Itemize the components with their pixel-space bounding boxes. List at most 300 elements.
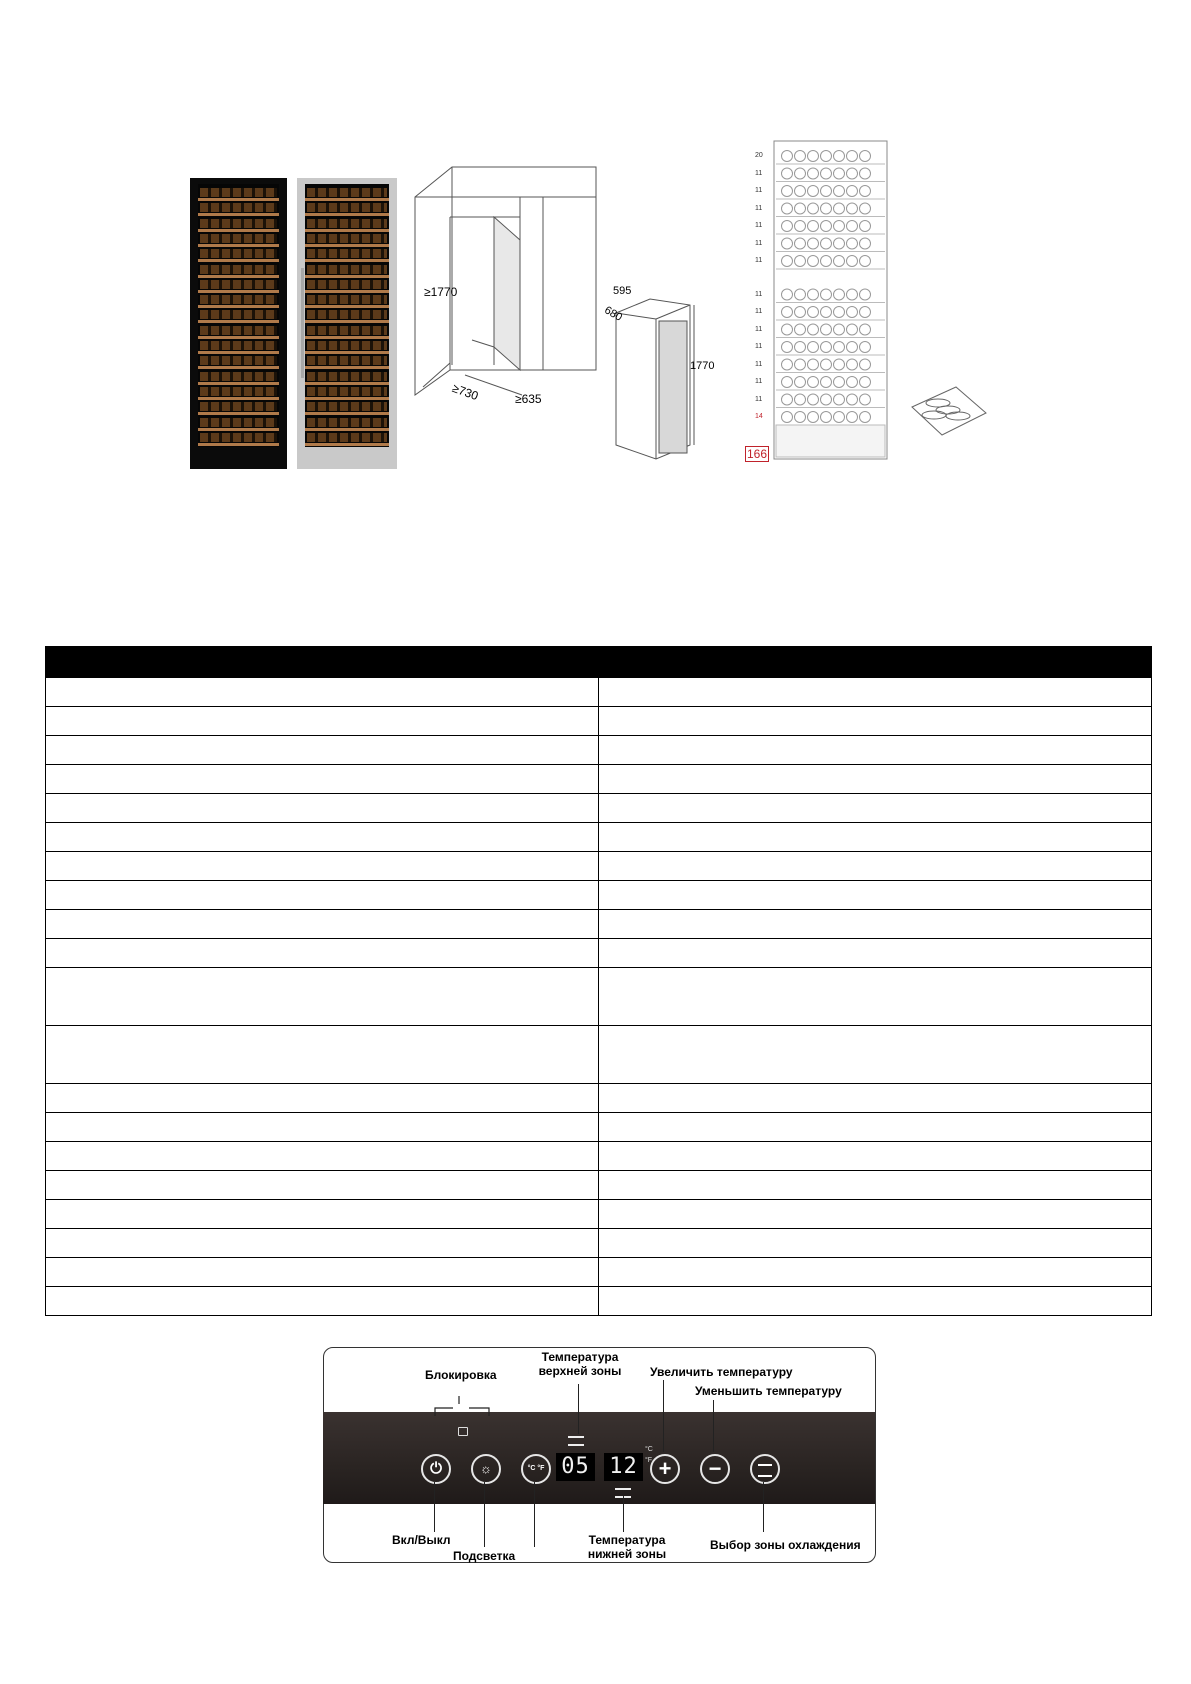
table-row bbox=[46, 1200, 1152, 1229]
bottle-slot bbox=[808, 221, 819, 232]
bottle-slot bbox=[782, 342, 793, 353]
spec-value-cell bbox=[599, 852, 1152, 881]
bottle-row bbox=[200, 295, 277, 304]
wooden-shelf bbox=[305, 229, 389, 232]
shelf-capacity-label: 11 bbox=[755, 378, 763, 385]
upper-zone-icon bbox=[568, 1436, 584, 1446]
table-row bbox=[46, 823, 1152, 852]
shelf-capacity-label: 14 bbox=[755, 413, 763, 420]
bottle-slot bbox=[821, 151, 832, 162]
leader-upper-zone bbox=[578, 1384, 579, 1434]
wooden-shelf bbox=[305, 213, 389, 216]
bottle-row bbox=[307, 310, 387, 319]
shelf-capacity-label: 11 bbox=[755, 343, 763, 350]
fahrenheit-indicator: °F bbox=[645, 1457, 653, 1464]
table-row bbox=[46, 678, 1152, 707]
upper-zone-display: 05 bbox=[556, 1453, 595, 1481]
wooden-shelf bbox=[305, 259, 389, 262]
table-row bbox=[46, 881, 1152, 910]
bottle-row bbox=[307, 402, 387, 411]
wooden-shelf bbox=[305, 336, 389, 339]
table-row bbox=[46, 939, 1152, 968]
zone-select-label: Выбор зоны охлаждения bbox=[710, 1538, 861, 1552]
bottle-slot bbox=[847, 186, 858, 197]
spec-value-cell bbox=[599, 968, 1152, 1026]
bottle-slot bbox=[847, 412, 858, 423]
bottle-slot bbox=[860, 168, 871, 179]
table-row bbox=[46, 1142, 1152, 1171]
bottle-slot bbox=[834, 256, 845, 267]
spec-param-cell bbox=[46, 881, 599, 910]
lock-label: Блокировка bbox=[425, 1368, 497, 1382]
leader-power bbox=[434, 1482, 435, 1532]
wooden-shelf bbox=[198, 305, 279, 308]
spec-param-cell bbox=[46, 910, 599, 939]
bottle-slot bbox=[834, 412, 845, 423]
bottle-slot bbox=[795, 324, 806, 335]
bottle-slot bbox=[782, 186, 793, 197]
wooden-shelf bbox=[305, 275, 389, 278]
bottle-slot bbox=[821, 238, 832, 249]
table-row bbox=[46, 968, 1152, 1026]
table-row bbox=[46, 1171, 1152, 1200]
bottle-slot bbox=[860, 342, 871, 353]
spec-value-cell bbox=[599, 939, 1152, 968]
spec-value-cell bbox=[599, 1142, 1152, 1171]
bottle-slot bbox=[860, 238, 871, 249]
wooden-shelf bbox=[198, 244, 279, 247]
bottle-slot bbox=[795, 168, 806, 179]
bottle-row bbox=[200, 356, 277, 365]
wooden-shelf bbox=[305, 351, 389, 354]
wooden-shelf bbox=[305, 244, 389, 247]
bottle-slot bbox=[860, 307, 871, 318]
light-bulb-icon: ☼ bbox=[480, 1461, 492, 1476]
table-header bbox=[46, 647, 1152, 678]
bottle-row bbox=[307, 219, 387, 228]
power-button[interactable]: ⏻ bbox=[421, 1454, 451, 1484]
lower-zone-temp-label bbox=[577, 1533, 677, 1561]
table-row bbox=[46, 1113, 1152, 1142]
bottle-slot bbox=[795, 394, 806, 405]
bottle-slot bbox=[834, 168, 845, 179]
wooden-shelf bbox=[305, 412, 389, 415]
bottle-slot bbox=[847, 203, 858, 214]
shelf-capacity-labels bbox=[755, 148, 773, 458]
bottle-slot bbox=[860, 186, 871, 197]
table-row bbox=[46, 736, 1152, 765]
niche-width-label: ≥635 bbox=[515, 392, 542, 406]
wooden-shelf bbox=[198, 443, 279, 446]
bottle-slot bbox=[808, 377, 819, 388]
bottle-slot bbox=[808, 324, 819, 335]
bottle-row bbox=[307, 295, 387, 304]
bottle-slot bbox=[860, 377, 871, 388]
wooden-shelf bbox=[305, 397, 389, 400]
spec-param-cell bbox=[46, 1258, 599, 1287]
bottle-slot bbox=[860, 394, 871, 405]
spec-param-cell bbox=[46, 1171, 599, 1200]
wooden-shelf bbox=[305, 290, 389, 293]
wooden-shelf bbox=[198, 412, 279, 415]
bottle-slot bbox=[821, 342, 832, 353]
spec-value-cell bbox=[599, 1200, 1152, 1229]
bottle-slot bbox=[808, 186, 819, 197]
bottle-row bbox=[307, 203, 387, 212]
leader-decrease bbox=[713, 1400, 714, 1452]
wooden-shelf bbox=[198, 397, 279, 400]
bottle-row bbox=[307, 249, 387, 258]
unit-width-label: 595 bbox=[613, 285, 632, 297]
bottle-row bbox=[307, 372, 387, 381]
spec-value-cell bbox=[599, 707, 1152, 736]
spec-param-cell bbox=[46, 678, 599, 707]
spec-value-cell bbox=[599, 1258, 1152, 1287]
bottle-row bbox=[307, 234, 387, 243]
spec-param-cell bbox=[46, 736, 599, 765]
bottle-slot bbox=[795, 186, 806, 197]
bottle-row bbox=[307, 326, 387, 335]
bottle-row bbox=[200, 203, 277, 212]
shelf-capacity-label: 11 bbox=[755, 222, 763, 229]
table-row bbox=[46, 1229, 1152, 1258]
bottle-slot bbox=[834, 342, 845, 353]
total-capacity-label: 166 bbox=[747, 447, 768, 461]
bottle-slot bbox=[821, 412, 832, 423]
shelf-capacity-label: 11 bbox=[755, 187, 763, 194]
specification-table bbox=[45, 646, 1152, 1316]
bottle-slot bbox=[847, 289, 858, 300]
bottle-slot bbox=[847, 359, 858, 370]
bottle-slot bbox=[860, 324, 871, 335]
bottle-row bbox=[200, 234, 277, 243]
table-row bbox=[46, 1084, 1152, 1113]
bottle-slot bbox=[795, 221, 806, 232]
bottle-slot bbox=[847, 221, 858, 232]
leader-increase bbox=[663, 1380, 664, 1452]
celsius-indicator: °C bbox=[645, 1446, 653, 1453]
lower-zone-temp-label-line1: Температура bbox=[588, 1533, 666, 1547]
bottle-slot bbox=[795, 238, 806, 249]
shelf-capacity-label: 11 bbox=[755, 257, 763, 264]
bottle-row bbox=[200, 387, 277, 396]
table-row bbox=[46, 765, 1152, 794]
wooden-shelf bbox=[198, 229, 279, 232]
wooden-shelf bbox=[305, 443, 389, 446]
table-row bbox=[46, 852, 1152, 881]
zone-select-icon bbox=[758, 1464, 772, 1477]
niche-depth-label: ≥730 bbox=[450, 380, 481, 404]
wooden-shelf bbox=[305, 366, 389, 369]
bottle-slot bbox=[795, 256, 806, 267]
bottle-row bbox=[200, 341, 277, 350]
bottle-row bbox=[200, 280, 277, 289]
bottle-slot bbox=[860, 256, 871, 267]
light-button[interactable] bbox=[471, 1454, 501, 1484]
unit-dimension-drawing bbox=[612, 295, 697, 465]
bottle-slot bbox=[834, 238, 845, 249]
table-row bbox=[46, 707, 1152, 736]
spec-param-cell bbox=[46, 939, 599, 968]
bottle-slot bbox=[795, 289, 806, 300]
bottle-slot bbox=[847, 394, 858, 405]
bottle-row bbox=[200, 188, 277, 197]
unit-toggle-button[interactable] bbox=[521, 1454, 551, 1484]
bottle-row bbox=[307, 341, 387, 350]
spec-param-cell bbox=[46, 1287, 599, 1316]
bottle-slot bbox=[782, 377, 793, 388]
bottle-slot bbox=[782, 289, 793, 300]
wooden-shelf bbox=[198, 428, 279, 431]
bottle-slot bbox=[795, 412, 806, 423]
shelf-capacity-label: 11 bbox=[755, 308, 763, 315]
spec-value-cell bbox=[599, 736, 1152, 765]
bottle-slot bbox=[834, 324, 845, 335]
bottle-row bbox=[307, 418, 387, 427]
wooden-shelf bbox=[198, 259, 279, 262]
bottle-row bbox=[200, 219, 277, 228]
wooden-shelf bbox=[198, 213, 279, 216]
spec-param-cell bbox=[46, 794, 599, 823]
control-panel-strip bbox=[323, 1412, 875, 1504]
decrease-temp-label: Уменьшить температуру bbox=[695, 1384, 842, 1398]
bottle-slot bbox=[782, 168, 793, 179]
bottle-slot bbox=[860, 151, 871, 162]
bottle-slot bbox=[808, 412, 819, 423]
unit-height-label: 1770 bbox=[690, 360, 715, 372]
bottle-slot bbox=[834, 289, 845, 300]
bottle-slot bbox=[860, 412, 871, 423]
shelf-capacity-label: 11 bbox=[755, 239, 763, 247]
spec-param-cell bbox=[46, 968, 599, 1026]
bottle-row bbox=[200, 418, 277, 427]
increase-temp-label: Увеличить температуру bbox=[650, 1365, 793, 1379]
increase-temp-button[interactable]: + bbox=[650, 1454, 680, 1484]
bottle-slot bbox=[847, 238, 858, 249]
bottle-slot bbox=[782, 238, 793, 249]
bottle-slot bbox=[860, 289, 871, 300]
table-row bbox=[46, 910, 1152, 939]
bottle-slot bbox=[860, 203, 871, 214]
table-row bbox=[46, 794, 1152, 823]
shelf-layout-schematic bbox=[773, 140, 888, 470]
bottle-slot bbox=[834, 186, 845, 197]
celsius-fahrenheit-icon: °C °F bbox=[527, 1465, 545, 1472]
bottle-row bbox=[200, 433, 277, 442]
spec-value-cell bbox=[599, 765, 1152, 794]
spec-value-cell bbox=[599, 1026, 1152, 1084]
bottle-row bbox=[200, 326, 277, 335]
spec-value-cell bbox=[599, 881, 1152, 910]
bottle-row bbox=[200, 402, 277, 411]
niche-height-label: ≥1770 bbox=[424, 285, 458, 299]
bottle-slot bbox=[808, 359, 819, 370]
bottle-slot bbox=[795, 377, 806, 388]
table-header-row bbox=[46, 647, 1152, 678]
spec-param-cell bbox=[46, 1113, 599, 1142]
spec-value-cell bbox=[599, 1229, 1152, 1258]
bottle-slot bbox=[834, 151, 845, 162]
bottle-slot bbox=[808, 342, 819, 353]
bottle-slot bbox=[808, 256, 819, 267]
wine-cooler-black-photo bbox=[190, 178, 287, 469]
bottle-slot bbox=[821, 186, 832, 197]
zone-select-button[interactable] bbox=[750, 1454, 780, 1484]
wooden-shelf bbox=[305, 198, 389, 201]
table-row bbox=[46, 1287, 1152, 1316]
wooden-shelf bbox=[198, 290, 279, 293]
decrease-temp-button[interactable]: − bbox=[700, 1454, 730, 1484]
bottle-slot bbox=[808, 394, 819, 405]
bottle-slot bbox=[782, 151, 793, 162]
bottle-slot bbox=[847, 342, 858, 353]
bottle-slot bbox=[821, 289, 832, 300]
bottle-slot bbox=[782, 256, 793, 267]
bottle-row bbox=[307, 387, 387, 396]
wooden-shelf bbox=[198, 198, 279, 201]
bottle-slot bbox=[834, 307, 845, 318]
bottle-slot bbox=[795, 203, 806, 214]
bottle-slot bbox=[795, 359, 806, 370]
shelf-capacity-label: 11 bbox=[755, 290, 763, 298]
spec-value-cell bbox=[599, 794, 1152, 823]
wooden-shelf bbox=[198, 351, 279, 354]
wooden-shelf bbox=[198, 382, 279, 385]
wooden-shelf bbox=[198, 275, 279, 278]
spec-value-cell bbox=[599, 1287, 1152, 1316]
leader-unit bbox=[534, 1482, 535, 1547]
bottle-slot bbox=[847, 151, 858, 162]
upper-zone-temp-label bbox=[530, 1350, 630, 1378]
bottle-slot bbox=[847, 377, 858, 388]
shelf-capacity-label: 11 bbox=[755, 204, 763, 212]
bottle-slot bbox=[821, 256, 832, 267]
bottle-slot bbox=[847, 307, 858, 318]
spec-param-cell bbox=[46, 1142, 599, 1171]
bottle-slot bbox=[782, 412, 793, 423]
wooden-shelf bbox=[305, 428, 389, 431]
bottle-slot bbox=[782, 307, 793, 318]
spec-value-cell bbox=[599, 1171, 1152, 1200]
light-label: Подсветка bbox=[453, 1549, 516, 1563]
leader-light bbox=[484, 1482, 485, 1547]
upper-zone-temp-label-line2: верхней зоны bbox=[538, 1364, 622, 1378]
bottle-row bbox=[200, 310, 277, 319]
bottle-slot bbox=[834, 221, 845, 232]
bottle-slot bbox=[821, 394, 832, 405]
bottle-slot bbox=[808, 203, 819, 214]
shelf-capacity-label: 11 bbox=[755, 360, 763, 368]
bottle-slot bbox=[782, 394, 793, 405]
bottle-tray-sketch bbox=[908, 385, 988, 440]
wooden-shelf bbox=[305, 305, 389, 308]
bottle-slot bbox=[795, 342, 806, 353]
wine-cooler-silver-photo bbox=[297, 178, 397, 469]
leader-lower-zone bbox=[623, 1496, 624, 1532]
spec-param-cell bbox=[46, 1026, 599, 1084]
bottle-slot bbox=[782, 203, 793, 214]
bottle-row bbox=[307, 280, 387, 289]
bottle-slot bbox=[808, 151, 819, 162]
table-row bbox=[46, 1258, 1152, 1287]
bottle-row bbox=[200, 249, 277, 258]
spec-param-cell bbox=[46, 1084, 599, 1113]
spec-value-cell bbox=[599, 678, 1152, 707]
spec-param-cell bbox=[46, 852, 599, 881]
bottle-slot bbox=[808, 168, 819, 179]
bottle-slot bbox=[782, 324, 793, 335]
leader-zone-select bbox=[763, 1482, 764, 1532]
bottle-slot bbox=[821, 359, 832, 370]
bottle-slot bbox=[795, 151, 806, 162]
wooden-shelf bbox=[305, 382, 389, 385]
unit-depth-label: 680 bbox=[602, 304, 625, 324]
bottle-slot bbox=[808, 238, 819, 249]
spec-value-cell bbox=[599, 910, 1152, 939]
bottle-slot bbox=[795, 307, 806, 318]
spec-param-cell bbox=[46, 823, 599, 852]
bottle-slot bbox=[860, 221, 871, 232]
bottle-slot bbox=[821, 307, 832, 318]
shelf-capacity-label: 11 bbox=[755, 325, 763, 333]
wooden-shelf bbox=[198, 320, 279, 323]
bottle-slot bbox=[834, 359, 845, 370]
bottle-row bbox=[307, 265, 387, 274]
bottle-slot bbox=[834, 203, 845, 214]
bottle-slot bbox=[782, 221, 793, 232]
spec-value-cell bbox=[599, 823, 1152, 852]
spec-param-cell bbox=[46, 707, 599, 736]
bottle-slot bbox=[821, 377, 832, 388]
spec-param-cell bbox=[46, 1229, 599, 1258]
bottle-slot bbox=[821, 168, 832, 179]
spec-value-cell bbox=[599, 1113, 1152, 1142]
bottle-row bbox=[307, 188, 387, 197]
spec-param-cell bbox=[46, 765, 599, 794]
lock-bracket bbox=[433, 1396, 491, 1418]
bottle-slot bbox=[834, 377, 845, 388]
door-handle bbox=[301, 268, 304, 378]
spec-param-cell bbox=[46, 1200, 599, 1229]
bottle-slot bbox=[821, 203, 832, 214]
bottle-slot bbox=[808, 289, 819, 300]
bottle-slot bbox=[782, 359, 793, 370]
shelf-capacity-label: 11 bbox=[755, 169, 763, 177]
wooden-shelf bbox=[305, 320, 389, 323]
bottle-row bbox=[307, 356, 387, 365]
shelf-capacity-label: 11 bbox=[755, 395, 763, 403]
lock-icon bbox=[458, 1427, 468, 1436]
spec-value-cell bbox=[599, 1084, 1152, 1113]
bottle-row bbox=[307, 433, 387, 442]
power-label: Вкл/Выкл bbox=[392, 1533, 451, 1547]
bottle-slot bbox=[821, 324, 832, 335]
bottle-slot bbox=[860, 359, 871, 370]
bottle-slot bbox=[821, 221, 832, 232]
shelf-capacity-label: 20 bbox=[755, 152, 763, 159]
bottle-slot bbox=[847, 168, 858, 179]
bottle-slot bbox=[847, 324, 858, 335]
bottle-slot bbox=[808, 307, 819, 318]
table-row bbox=[46, 1026, 1152, 1084]
wooden-shelf bbox=[198, 366, 279, 369]
bottle-row bbox=[200, 265, 277, 274]
lower-zone-temp-label-line2: нижней зоны bbox=[587, 1547, 667, 1561]
bottle-slot bbox=[834, 394, 845, 405]
lower-zone-display: 12 bbox=[604, 1453, 643, 1481]
bottle-row bbox=[200, 372, 277, 381]
wooden-shelf bbox=[198, 336, 279, 339]
